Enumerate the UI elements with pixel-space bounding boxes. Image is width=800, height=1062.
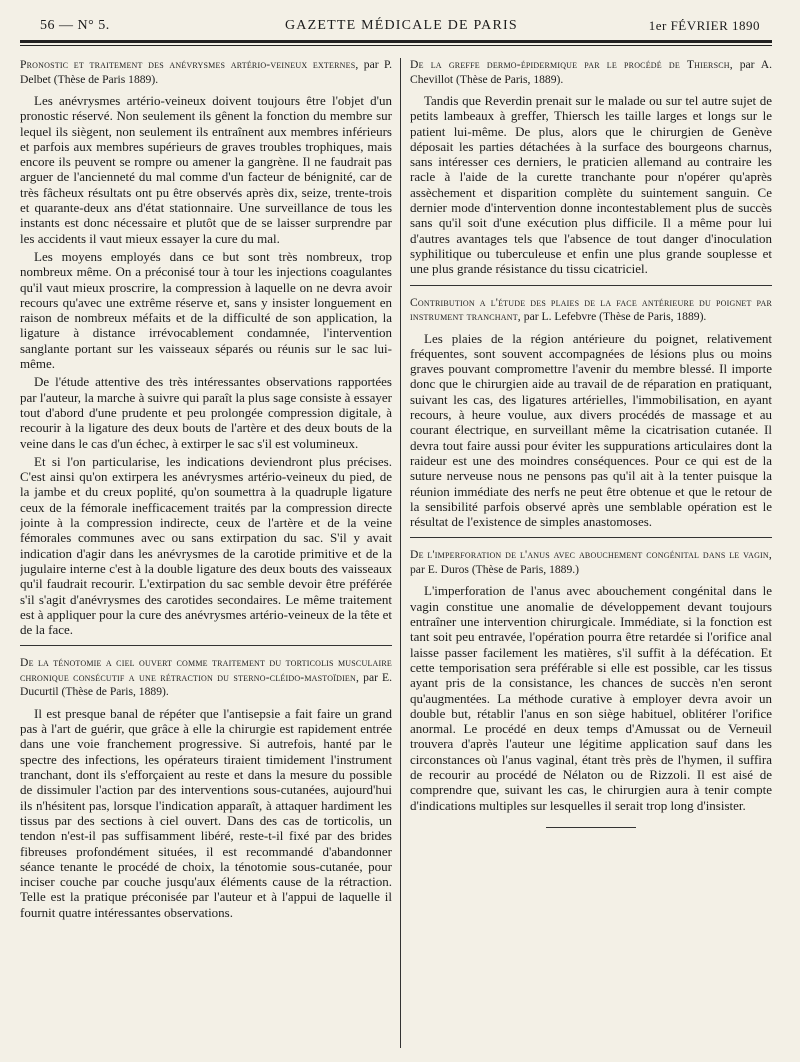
article-heading: De la ténotomie a ciel ouvert comme traitement du torticolis musculaire chronique consécutif a une rétraction du sterno-cléido-mastoïdien, <box>20 656 392 684</box>
article-byline: par L. Lefebvre (Thèse de Paris, 1889). <box>523 310 707 324</box>
page-header <box>40 16 760 38</box>
issue-date: 1er FÉVRIER 1890 <box>648 18 760 33</box>
end-rule <box>546 827 636 828</box>
article-separator <box>410 537 772 538</box>
article-chevillot <box>410 58 772 277</box>
paragraph: De l'étude attentive des très intéressantes observations rapportées par l'auteur, la marche à suivre qui paraît la plus sage consiste à essayer tout d'abord d'une prudente et peu prolongée compression digitale, à recourir à la ligature des deux bouts de l'artère et des deux bouts de la veine dans le cas d'un échec, à extirper le sac s'il est volumineux. <box>20 374 392 451</box>
page-number: 56 — N° 5. <box>40 18 110 33</box>
right-column <box>410 58 772 1048</box>
paragraph: Les anévrysmes artério-veineux doivent toujours être l'objet d'un pronostic réservé. Non seulement ils gênent la fonction du membre sur lequel ils siègent, non seulement ils entraînent aux membres inférieurs et parfois aux membres supérieurs de graves troubles trophiques, mais encore ils peuvent se rompre ou amener la gangrène. Il ne faudrait pas arguer de l'ancienneté du mal comme d'un facteur de bénignité, car de très fâcheux résultats ont pu être observés après dix, seize, trente-trois et quarante-deux ans d'état stationnaire. Une surveillance de tous les instants est donc nécessaire et plutôt que de se laisser surprendre par les accidents il vaut mieux essayer la cure du mal. <box>20 93 392 246</box>
article-byline: par E. Ducurtil (Thèse de Paris, 1889). <box>20 670 392 699</box>
article-heading: Contribution a l'étude des plaies de la face antérieure du poignet par instrument tranchant, <box>410 295 772 324</box>
article-heading: De l'imperforation de l'anus avec abouchement congénital dans le vagin, <box>410 548 772 562</box>
paragraph: Les moyens employés dans ce but sont très nombreux, trop nombreux même. On a préconisé tour à tour les injections coagulantes qu'il vaut mieux proscrire, la compression à laquelle on ne devra avoir recours qu'avec une extrême réserve et, sans y insister longuement en raison de nombreux méfaits et de la difficulté de son application, la ligature à distance irrévocablement condamnée, l'intervention sanglante portant sur les vaisseaux séparés ou réunis sur le sac lui-même. <box>20 248 392 372</box>
article-heading: De la greffe dermo-épidermique par le procédé de Thiersch, <box>410 58 733 71</box>
article-byline: par A. Chevillot (Thèse de Paris, 1889). <box>410 58 772 86</box>
article-separator <box>410 285 772 286</box>
article-delbet <box>20 58 392 637</box>
paragraph: Les plaies de la région antérieure du poignet, relativement fréquentes, sont souvent accompagnées de lésions plus ou moins graves pouvant compromettre l'avenir du membre blessé. Il importe donc que le chirurgien aide au travail de de réparation en pratiquant, suivant les cas, des ligatures artérielles, l'immobilisation, en ayant recours, à heure voulue, aux divers procédés de massage et au courant électrique, en surveillant même la cicatrisation cutanée. Il devra tout faire aussi pour éviter les suppurations articulaires dont la raideur est une des moindres conséquences. Pour ce qui est de la suture nerveuse nous ne pensons pas qu'il ait à la tenter puisque la réunion immédiate des nerfs ne peut être obtenue et que le retour de la sensibilité parfois observé après une semblable opération est le résultat de l'existence de simples anastomoses. <box>410 330 772 530</box>
paragraph: Tandis que Reverdin prenait sur le malade ou sur tel autre sujet de petits lambeaux à greffer, Thiersch les taille larges et longs sur le patient lui-même. De plus, alors que le chirurgien de Genève déposait les parties détachées à la surface des bourgeons charnus, sans intéresser ces derniers, le praticien allemand au contraire les racle à l'aide de la curette tranchante pour n'opérer qu'après assèchement et disparition complète du suintement sanguin. Ce dernier mode d'intervention donne incontestablement plus de succès sans qu'il soit d'une exécution plus difficile. Il a même pour lui d'autres avantages tels que l'absence de tout danger d'inoculation syphilitique ou tuberculeuse et enfin une plus grande souplesse et une plus grande résistance du tissu cicatriciel. <box>410 93 772 277</box>
article-title <box>20 656 392 700</box>
paragraph: Et si l'on particularise, les indications deviendront plus précises. C'est ainsi qu'on extirpera les anévrysmes artério-veineux du pied, de la jambe et du creux poplité, qu'on soumettra à la quadruple ligature ceux de la fémorale inefficacement traités par la compression directe jointe à la compression indirecte, ceux de l'artère et de la veine fémorales communes avec ou sans extirpation du sac. S'il y avait indication d'agir dans les anévrysmes de la carotide primitive et de la jugulaire interne c'est à la double ligature des deux bouts des vaisseaux qu'il faudrait recourir. L'extirpation du sac semble devoir être préférée s'il s'agit d'anévrysmes des carotides secondaires. Le même traitement est à appliquer pour la cure des anévrysmes artério-veineux de la tête et de la face. <box>20 453 392 638</box>
paragraph: Il est presque banal de répéter que l'antisepsie a fait faire un grand pas à l'art de guérir, que grâce à elle la chirurgie est rapidement entrée dans une voie franchement progressive. Si autrefois, hanté par le spectre des infections, les opérateurs tiraient timidement l'instrument tranchant, dont ils s'efforçaient au reste et dans la mesure du possible de dissimuler l'action par des interventions sous-cutanées, aujourd'hui ils n'hésitent pas, lorsque l'indication apparaît, à attaquer hardiment les tissus par des sections à ciel ouvert. Dans des cas de torticolis, un tendon n'est-il pas suffisamment libéré, reste-t-il fixé par des brides fibreuses profondément situées, il est recommandé d'abandonner séance tenante le procédé de choix, la ténotomie sous-cutanée, pour inciser couche par couche jusqu'aux éléments cause de la rétraction. Telle est la pratique préconisée par l'auteur et à l'appui de laquelle il fournit quatre intéressantes observations. <box>20 705 392 920</box>
article-ducurtil <box>20 656 392 920</box>
article-duros <box>410 548 772 812</box>
article-title <box>20 58 392 87</box>
article-title <box>410 58 772 87</box>
article-title <box>410 296 772 325</box>
article-byline: par E. Duros (Thèse de Paris, 1889.) <box>410 562 580 576</box>
article-separator <box>20 645 392 646</box>
header-rule-thin <box>20 45 772 46</box>
header-rule-thick <box>20 40 772 43</box>
article-lefebvre <box>410 296 772 530</box>
article-byline: par P. Delbet (Thèse de Paris 1889). <box>20 58 392 86</box>
left-column <box>20 58 392 1048</box>
paragraph: L'imperforation de l'anus avec abouchement congénital dans le vagin constitue une anomalie de développement devant toujours entraîner une intervention chirurgicale. Immédiate, si la fonction est tant soit peu entravée, l'opération pourra être retardée si l'orifice anal laisse passer facilement les matières, s'il suffit à la défécation. Et cette temporisation sera préférable si elle est possible, car les tissus ayant pris de la consistance, les chances de succès n'en seront qu'augmentées. La méthode curative à employer devra avoir un double but, rétablir l'anus en son siège habituel, oblitérer l'orifice anormal. Le procédé en deux temps d'Amussat ou de Verneuil trouvera d'après l'auteur une légitime application sauf dans les circonstances où l'anus vaginal, étant très près de l'hymen, il suffira de recourir au procédé de Nélaton ou de Rizzoli. Il est aisé de comprendre que, suivant les cas, le chirurgien aura à tenir compte d'indications multiples sur lesquelles il serait trop long d'insister. <box>410 583 772 813</box>
article-heading: Pronostic et traitement des anévrysmes artério-veineux externes, <box>20 58 359 71</box>
article-title <box>410 548 772 577</box>
journal-title: GAZETTE MÉDICALE DE PARIS <box>285 18 518 33</box>
column-divider <box>400 58 401 1048</box>
